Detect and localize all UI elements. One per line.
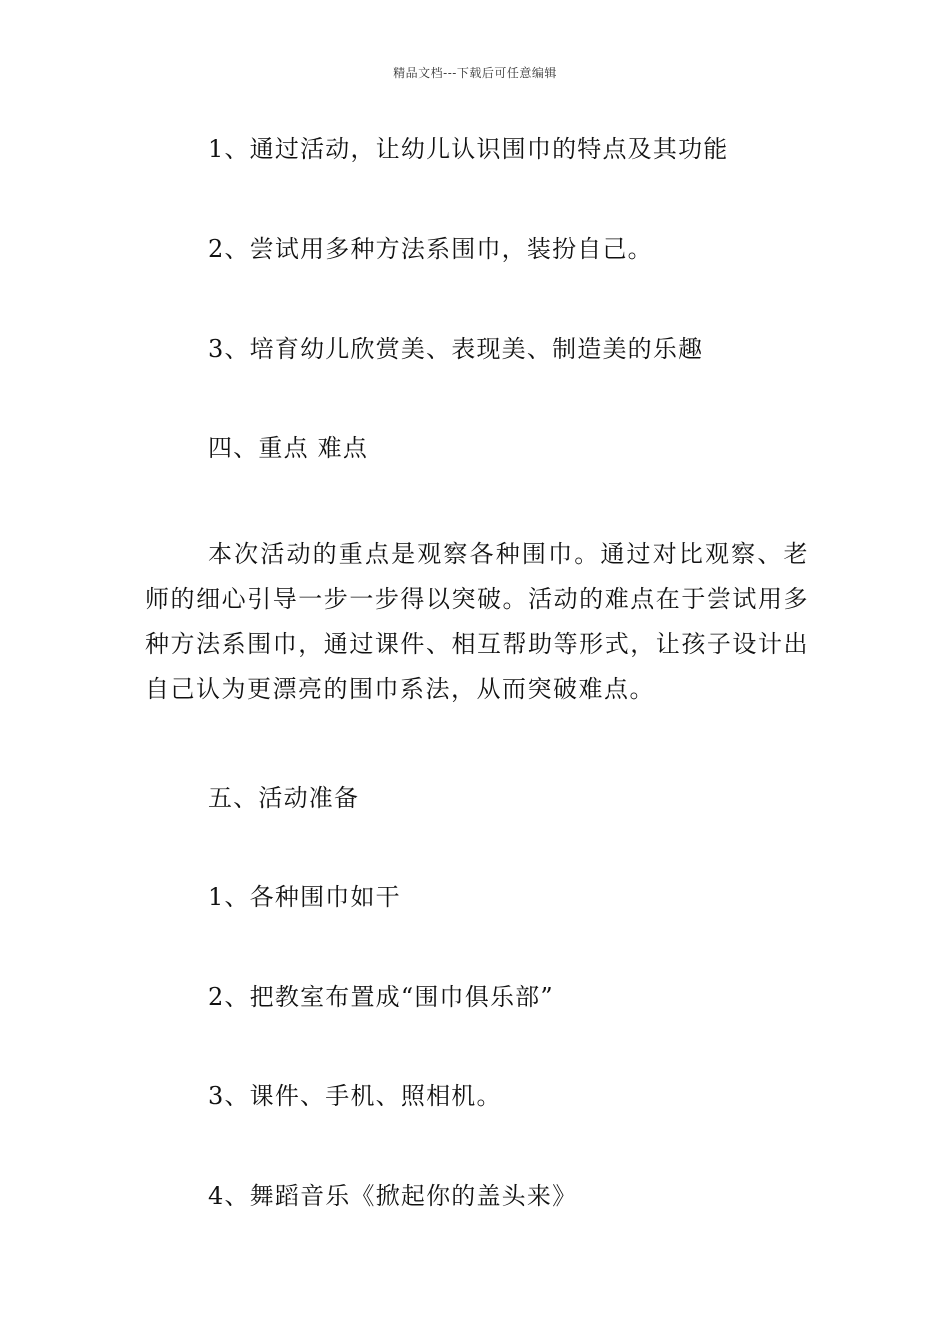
section-four-heading: 四、重点 难点 (208, 434, 369, 462)
prep-item-4: 4、舞蹈音乐《掀起你的盖头来》 (208, 1182, 578, 1210)
prep-item-3: 3、课件、手机、照相机。 (208, 1082, 502, 1110)
goal-item-3: 3、培育幼儿欣赏美、表现美、制造美的乐趣 (208, 335, 704, 363)
goal-item-2: 2、尝试用多种方法系围巾，装扮自己。 (208, 235, 653, 263)
goal-item-1: 1、通过活动，让幼儿认识围巾的特点及其功能 (208, 135, 729, 163)
prep-item-2: 2、把教室布置成“围巾俱乐部” (208, 983, 554, 1011)
page-header: 精品文档---下载后可任意编辑 (393, 66, 557, 80)
section-four-paragraph: 本次活动的重点是观察各种围巾。通过对比观察、老师的细心引导一步一步得以突破。活动的难点在于尝试用多种方法系围巾，通过课件、相互帮助等形式，让孩子设计出自己认为更漂亮的围巾系法，从而突破难点。 (145, 540, 809, 703)
prep-item-1: 1、各种围巾如干 (208, 883, 401, 911)
section-five-heading: 五、活动准备 (208, 784, 360, 812)
